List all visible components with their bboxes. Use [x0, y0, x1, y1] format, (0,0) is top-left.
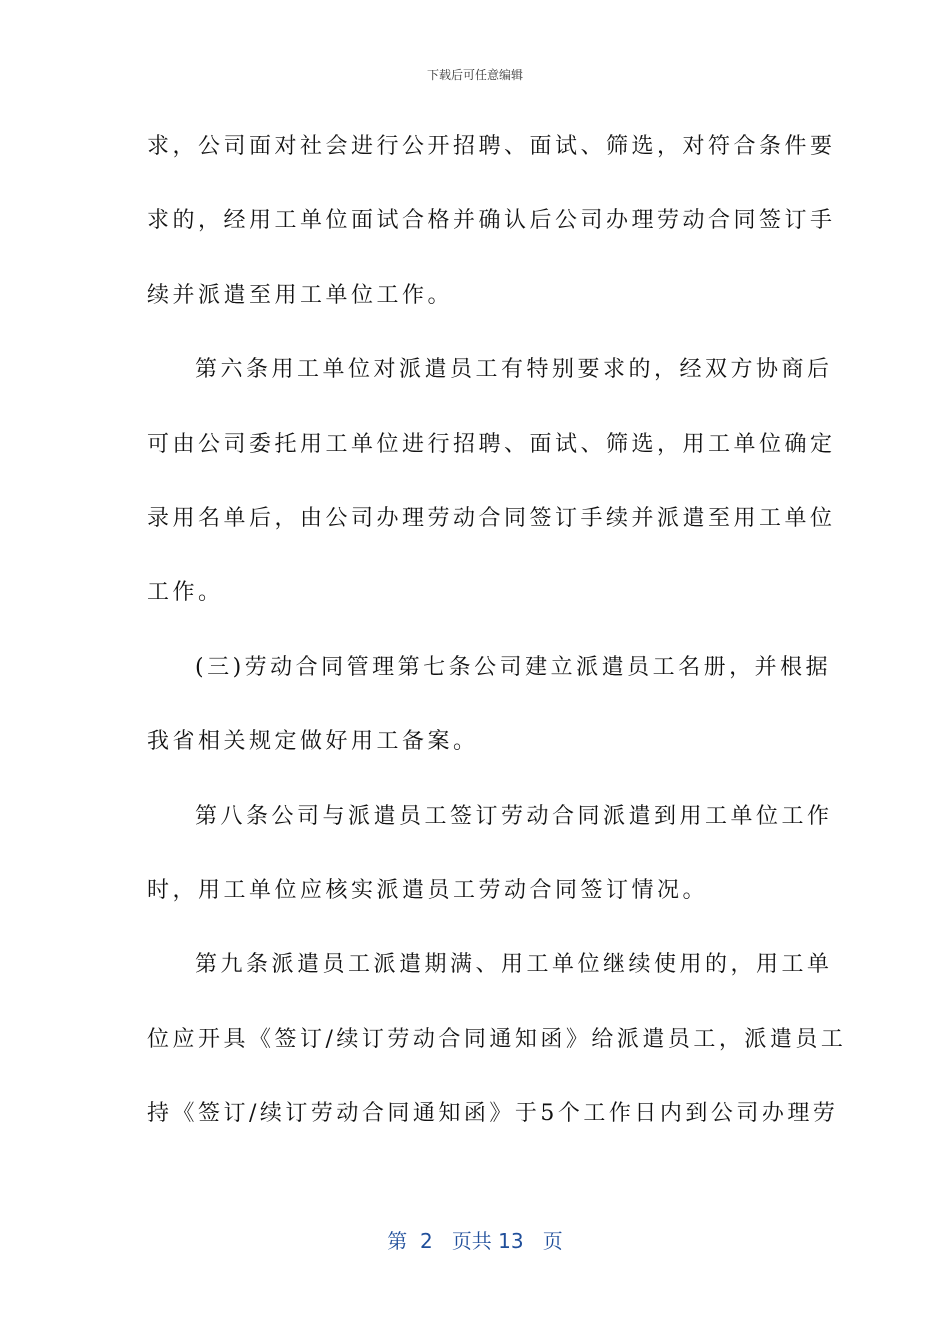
text-line: 可由公司委托用工单位进行招聘、面试、筛选，用工单位确定 — [147, 431, 836, 457]
paragraph-start-line: 第八条公司与派遣员工签订劳动合同派遣到用工单位工作 — [195, 803, 833, 829]
text-line: 求的，经用工单位面试合格并确认后公司办理劳动合同签订手 — [147, 208, 836, 234]
paragraph-start-line: 第九条派遣员工派遣期满、用工单位继续使用的，用工单 — [195, 952, 833, 978]
text-line: 位应开具《签订/续订劳动合同通知函》给派遣员工，派遣员工 — [147, 1026, 847, 1052]
page-header: 下载后可任意编辑 — [426, 68, 523, 82]
footer-prefix: 第 — [387, 1229, 408, 1253]
text-line: 工作。 — [147, 580, 224, 606]
paragraph-start-line: 第六条用工单位对派遣员工有特别要求的，经双方协商后 — [195, 357, 833, 383]
document-body — [147, 121, 847, 1162]
text-line: 求，公司面对社会进行公开招聘、面试、筛选，对符合条件要 — [147, 134, 836, 159]
footer-middle: 页共 — [451, 1229, 492, 1253]
total-pages-number: 13 — [498, 1229, 524, 1253]
text-line: 时，用工单位应核实派遣员工劳动合同签订情况。 — [147, 877, 709, 903]
text-line: 续并派遣至用工单位工作。 — [147, 282, 454, 308]
text-line: 我省相关规定做好用工备案。 — [147, 729, 479, 755]
text-line: 录用名单后，由公司办理劳动合同签订手续并派遣至用工单位 — [147, 505, 836, 531]
page-footer — [0, 1225, 950, 1254]
current-page-number: 2 — [420, 1229, 433, 1253]
paragraph-start-line: (三)劳动合同管理第七条公司建立派遣员工名册，并根据 — [195, 654, 832, 680]
text-line: 持《签订/续订劳动合同通知函》于5个工作日内到公司办理劳 — [147, 1101, 839, 1127]
footer-suffix: 页 — [542, 1229, 563, 1253]
